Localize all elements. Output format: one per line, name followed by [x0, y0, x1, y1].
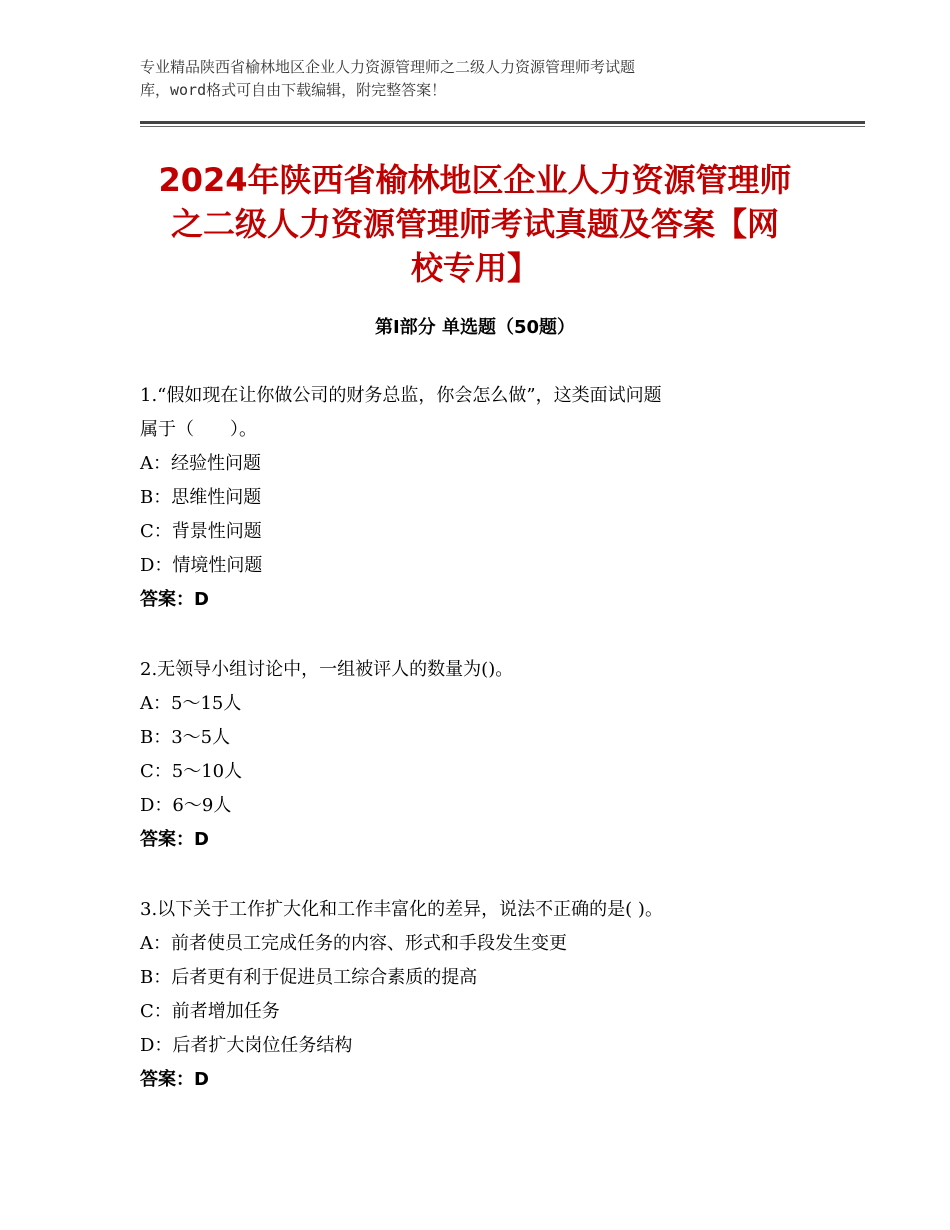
title-line-3: 校专用】	[410, 249, 539, 287]
question-stem: 3.以下关于工作扩大化和工作丰富化的差异，说法不正确的是( )。	[140, 899, 663, 920]
question-stem: 1.“假如现在让你做公司的财务总监，你会怎么做”，这类面试问题	[140, 385, 662, 406]
answer: 答案：D	[140, 829, 209, 850]
document-title	[140, 158, 810, 290]
section-heading: 第Ⅰ部分 单选题（50题）	[374, 317, 575, 338]
question-stem-continued: 属于（ ）。	[140, 419, 257, 440]
option-c: C：背景性问题	[140, 521, 262, 542]
question-1	[140, 379, 820, 617]
title-line-2: 之二级人力资源管理师考试真题及答案【网	[170, 205, 779, 243]
header-divider-thick	[140, 121, 865, 124]
answer: 答案：D	[140, 1069, 209, 1090]
header-divider-thin	[140, 126, 865, 127]
option-d: D：后者扩大岗位任务结构	[140, 1035, 353, 1056]
option-a: A：前者使员工完成任务的内容、形式和手段发生变更	[140, 933, 567, 954]
document-header	[140, 56, 770, 102]
option-b: B：3～5人	[140, 727, 231, 748]
option-a: A：5～15人	[140, 693, 242, 714]
option-a: A：经验性问题	[140, 453, 261, 474]
option-c: C：5～10人	[140, 761, 243, 782]
question-3	[140, 893, 820, 1097]
header-line-1: 专业精品陕西省榆林地区企业人力资源管理师之二级人力资源管理师考试题	[140, 58, 636, 76]
header-line-2: 库，word格式可自由下载编辑，附完整答案！	[140, 81, 447, 99]
question-2	[140, 653, 820, 857]
option-d: D：情境性问题	[140, 555, 263, 576]
title-line-1: 2024年陕西省榆林地区企业人力资源管理师	[158, 161, 792, 199]
option-d: D：6～9人	[140, 795, 232, 816]
question-stem: 2.无领导小组讨论中，一组被评人的数量为()。	[140, 659, 514, 680]
option-c: C：前者增加任务	[140, 1001, 280, 1022]
answer: 答案：D	[140, 589, 209, 610]
option-b: B：后者更有利于促进员工综合素质的提高	[140, 967, 478, 988]
option-b: B：思维性问题	[140, 487, 262, 508]
